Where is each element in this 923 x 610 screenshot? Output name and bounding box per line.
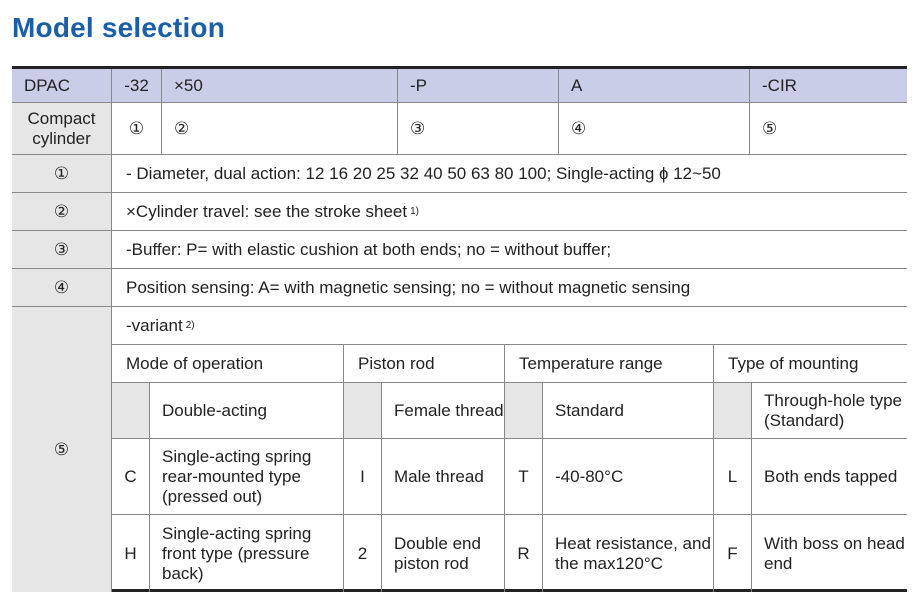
temperature-option-cell: -40-80°C bbox=[543, 439, 714, 515]
mode-code-cell: H bbox=[112, 515, 150, 592]
row-marker-1: ① bbox=[12, 155, 112, 193]
buffer-description: -Buffer: P= with elastic cushion at both ends; no = without buffer; bbox=[112, 231, 907, 269]
mode-option-cell: Single-acting spring front type (pressure back) bbox=[150, 515, 344, 592]
mounting-code-cell: F bbox=[714, 515, 752, 592]
column-mode-of-operation: Mode of operation bbox=[112, 345, 344, 383]
temperature-option-cell: Standard bbox=[543, 383, 714, 439]
header-diameter-cell: -32 bbox=[112, 69, 162, 103]
mode-code-cell bbox=[112, 383, 150, 439]
header-variant-cell: -CIR bbox=[750, 69, 907, 103]
diameter-description: - Diameter, dual action: 12 16 20 25 32 40 50 63 80 100; Single-acting ɸ 12~50 bbox=[112, 155, 907, 193]
header-stroke-cell: ×50 bbox=[162, 69, 398, 103]
rod-option-cell: Male thread bbox=[382, 439, 505, 515]
header-buffer-cell: -P bbox=[398, 69, 559, 103]
rod-code-cell: I bbox=[344, 439, 382, 515]
mode-code-cell: C bbox=[112, 439, 150, 515]
footnote-2: 2) bbox=[185, 319, 195, 331]
row-marker-4: ④ bbox=[12, 269, 112, 307]
column-piston-rod: Piston rod bbox=[344, 345, 505, 383]
compact-cylinder-label: Compact cylinder bbox=[12, 103, 112, 155]
code-marker-4: ④ bbox=[559, 103, 750, 155]
temperature-option-cell: Heat resistance, and the max120°C bbox=[543, 515, 714, 592]
code-marker-2: ② bbox=[162, 103, 398, 155]
page-title: Model selection bbox=[12, 12, 226, 43]
footnote-1: 1) bbox=[410, 205, 420, 217]
rod-option-cell: Female thread bbox=[382, 383, 505, 439]
column-type-of-mounting: Type of mounting bbox=[714, 345, 907, 383]
rod-code-cell bbox=[344, 383, 382, 439]
rod-option-cell: Double end piston rod bbox=[382, 515, 505, 592]
row-marker-5: ⑤ bbox=[12, 307, 112, 592]
row-marker-3: ③ bbox=[12, 231, 112, 269]
column-temperature-range: Temperature range bbox=[505, 345, 714, 383]
row-marker-2: ② bbox=[12, 193, 112, 231]
sensing-description: Position sensing: A= with magnetic sensing; no = without magnetic sensing bbox=[112, 269, 907, 307]
variant-label: -variant 2) bbox=[112, 307, 907, 345]
code-marker-3: ③ bbox=[398, 103, 559, 155]
stroke-description: ×Cylinder travel: see the stroke sheet 1) bbox=[112, 193, 907, 231]
mounting-option-cell: Through-hole type (Standard) bbox=[752, 383, 907, 439]
temperature-code-cell: R bbox=[505, 515, 543, 592]
model-selection-table bbox=[12, 66, 907, 592]
mounting-code-cell bbox=[714, 383, 752, 439]
code-marker-1: ① bbox=[112, 103, 162, 155]
temperature-code-cell bbox=[505, 383, 543, 439]
code-marker-5: ⑤ bbox=[750, 103, 907, 155]
rod-code-cell: 2 bbox=[344, 515, 382, 592]
mounting-code-cell: L bbox=[714, 439, 752, 515]
mounting-option-cell: With boss on head end bbox=[764, 533, 905, 573]
header-sensing-cell: A bbox=[559, 69, 750, 103]
mounting-option-cell: Both ends tapped bbox=[752, 439, 907, 515]
temperature-code-cell: T bbox=[505, 439, 543, 515]
mode-option-cell: Single-acting spring rear-mounted type (pressed out) bbox=[150, 439, 344, 515]
header-series-cell: DPAC bbox=[12, 69, 112, 103]
mode-option-cell: Double-acting bbox=[150, 383, 344, 439]
